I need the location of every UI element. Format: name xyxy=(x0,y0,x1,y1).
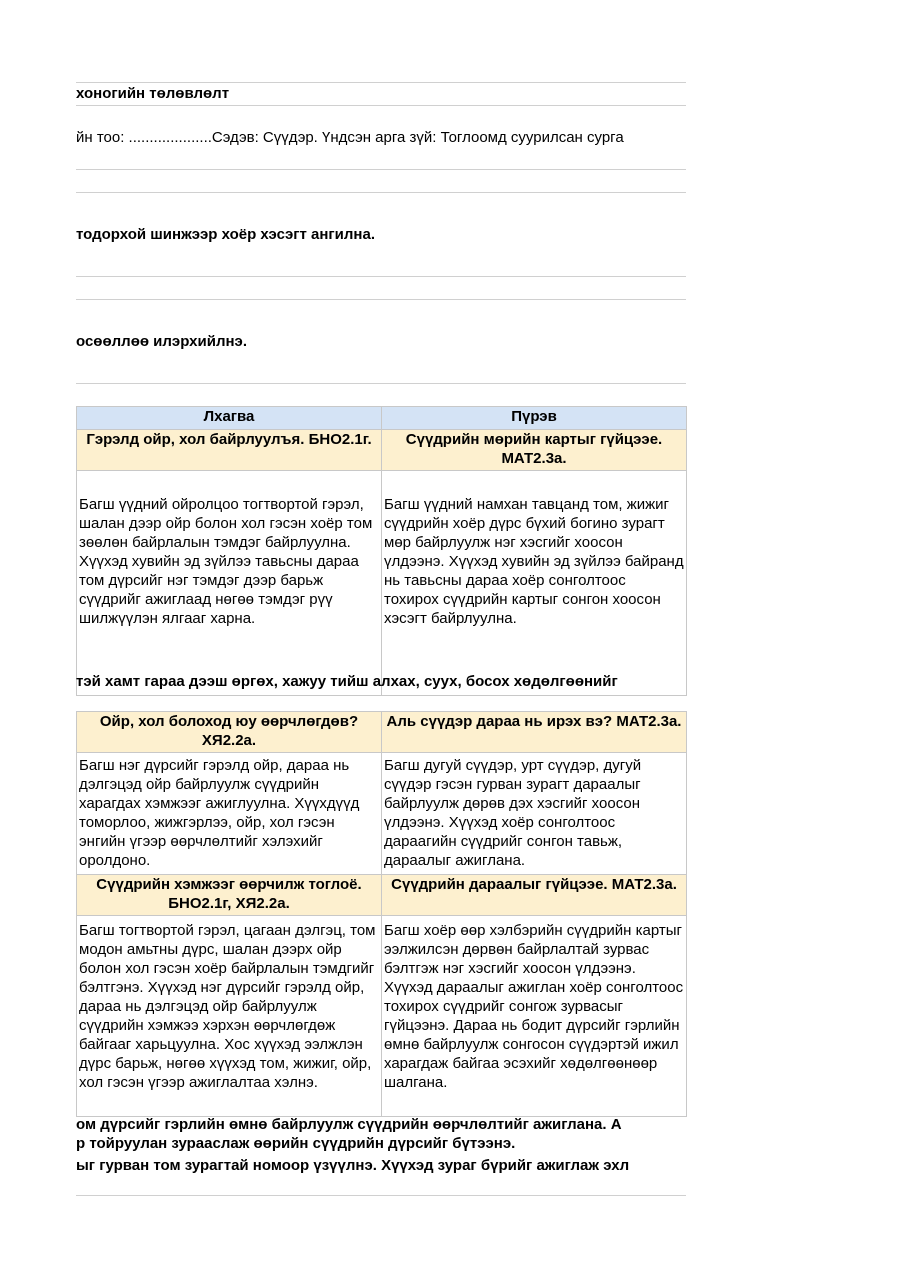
day-header-wednesday: Лхагва xyxy=(77,407,382,430)
description-cell: Багш дугуй сүүдэр, урт сүүдэр, дугуй сүүдэр гэсэн гурван зурагт дараалыг байрлуулж дөрөв дэх хэсгийг хоосон үлдээнэ. Хүүхэд хоёр сонголтоос дараагийн сүүдрийг сонгон тавьж, дараалыг ажиглана. xyxy=(382,753,687,875)
topic-cell: Сүүдрийн дараалыг гүйцээе. МАТ2.3а. xyxy=(382,875,687,916)
topic-cell: Сүүдрийн хэмжээг өөрчилж тоглоё. БНО2.1г, ХЯ2.2а. xyxy=(77,875,382,916)
week-table xyxy=(76,406,687,696)
topic-cell: Гэрэлд ойр, хол байрлуулъя. БНО2.1г. xyxy=(77,430,382,471)
plan-info-line: йн тоо: ....................Сэдэв: Сүүдэр. Үндсэн арга зүй: Тоглоомд суурилсан сурга xyxy=(76,129,624,146)
plan-title: хоногийн төлөвлөлт xyxy=(76,85,230,102)
description-cell: Багш үүдний намхан тавцанд том, жижиг сүүдрийн хоёр дүрс бүхий богино зурагт мөр байрлуулж нэг хэсгийг хоосон үлдээнэ. Хүүхэд хувийн эд зүйлээ байранд нь тавьсны дараа хоёр сонголтоос тохирох сүүдрийн картыг сонгон хоосон хэсэгт байрлуулна. xyxy=(382,471,687,696)
objective-line-1: тодорхой шинжээр хоёр хэсэгт ангилна. xyxy=(76,226,375,243)
activity-table xyxy=(76,711,687,1117)
day-header-thursday: Пүрэв xyxy=(382,407,687,430)
divider xyxy=(76,383,686,384)
divider xyxy=(76,192,686,193)
closing-line-3: ыг гурван том зурагтай номоор үзүүлнэ. Хүүхэд зураг бүрийг ажиглаж эхл xyxy=(76,1157,630,1174)
divider xyxy=(76,169,686,170)
movement-line: тэй хамт гараа дээш өргөх, хажуу тийш алхах, суух, босох хөдөлгөөнийг xyxy=(76,673,618,690)
topic-cell: Ойр, хол болоход юу өөрчлөгдөв? ХЯ2.2а. xyxy=(77,712,382,753)
description-cell: Багш үүдний ойролцоо тогтвортой гэрэл, шалан дээр ойр болон хол гэсэн хоёр том зөөлөн байрлалын тэмдэг байрлуулна. Хүүхэд хувийн эд зүйлээ тавьсны дараа том дүрсийг нэг тэмдэг дээр барьж сүүдрийг ажиглаад нөгөө тэмдэг рүү шилжүүлэн ялгааг харна. xyxy=(77,471,382,696)
description-cell: Багш хоёр өөр хэлбэрийн сүүдрийн картыг ээлжилсэн дөрвөн байрлалтай зурвас бэлтгэж нэг хэсгийг хоосон үлдээнэ. Хүүхэд дараалыг ажиглан хоёр сонголтоос тохирох сүүдрийг сонгож зурвасыг гүйцээнэ. Дараа нь бодит дүрсийг гэрлийн өмнө байрлуулж сонгосон сүүдэртэй ижил харагдаж байгаа эсэхийг хөдөлгөөнөөр шалгана. xyxy=(382,916,687,1117)
divider xyxy=(76,299,686,300)
closing-line-1: ом дүрсийг гэрлийн өмнө байрлуулж сүүдрийн өөрчлөлтийг ажиглана. А xyxy=(76,1116,622,1133)
topic-cell: Аль сүүдэр дараа нь ирэх вэ? МАТ2.3а. xyxy=(382,712,687,753)
divider xyxy=(76,1195,686,1196)
divider xyxy=(76,276,686,277)
objective-line-2: осөөллөө илэрхийлнэ. xyxy=(76,333,248,350)
divider xyxy=(76,105,686,106)
description-cell: Багш тогтвортой гэрэл, цагаан дэлгэц, том модон амьтны дүрс, шалан дээрх ойр болон хол гэсэн хоёр байрлалын тэмдгийг бэлтгэнэ. Хүүхэд нэг дүрсийг гэрэлд ойр, дараа нь дэлгэцэд ойр байрлуулж сүүдрийн хэмжээ хэрхэн өөрчлөгдөж байгааг харьцуулна. Хос хүүхэд ээлжлэн дүрс барьж, нөгөө хүүхэд том, жижиг, ойр, хол гэсэн үгээр ажиглалтаа хэлнэ. xyxy=(77,916,382,1117)
topic-cell: Сүүдрийн мөрийн картыг гүйцээе. МАТ2.3а. xyxy=(382,430,687,471)
description-cell: Багш нэг дүрсийг гэрэлд ойр, дараа нь дэлгэцэд ойр байрлуулж сүүдрийн харагдах хэмжээг ажиглуулна. Хүүхдүүд томорлоо, жижгэрлээ, ойр, хол гэсэн энгийн үгээр өөрчлөлтийг хэлэхийг оролдоно. xyxy=(77,753,382,875)
divider xyxy=(76,82,686,83)
closing-line-2: р тойруулан зураaслаж өөрийн сүүдрийн дүрсийг бүтээнэ. xyxy=(76,1135,516,1152)
